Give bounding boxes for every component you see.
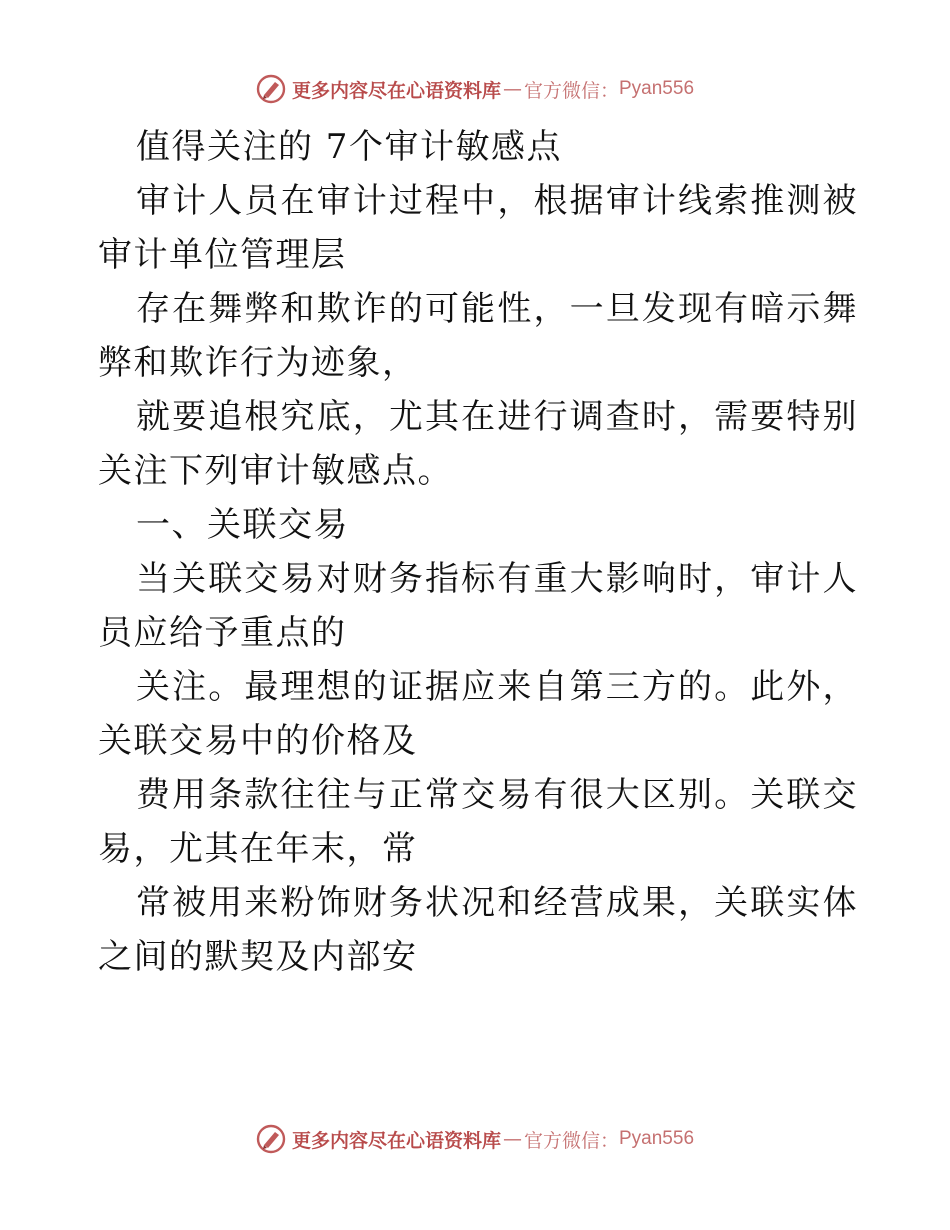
pen-logo-icon bbox=[256, 74, 286, 104]
pen-logo-icon bbox=[256, 1124, 286, 1154]
watermark-wechat-id: Pyan556 bbox=[619, 1128, 695, 1149]
watermark-sub-text: 官方微信： bbox=[523, 79, 619, 102]
paragraph-3: 就要追根究底，尤其在进行调查时，需要特别关注下列审计敏感点。 bbox=[98, 397, 858, 491]
section-paragraph-1: 当关联交易对财务指标有重大影响时，审计人员应给予重点的 bbox=[98, 559, 858, 653]
document-body bbox=[98, 120, 858, 984]
watermark-header bbox=[0, 72, 950, 106]
watermark-wechat-id: Pyan556 bbox=[619, 78, 695, 99]
section-paragraph-3: 费用条款往往与正常交易有很大区别。关联交易，尤其在年末，常 bbox=[98, 775, 858, 869]
paragraph-2: 存在舞弊和欺诈的可能性，一旦发现有暗示舞弊和欺诈行为迹象， bbox=[98, 289, 858, 383]
watermark-main-text: 更多内容尽在心语资料库 bbox=[291, 1129, 501, 1152]
section-paragraph-2: 关注。最理想的证据应来自第三方的。此外，关联交易中的价格及 bbox=[98, 667, 858, 761]
section-heading: 一、关联交易 bbox=[136, 505, 349, 545]
watermark-sub-text: 官方微信： bbox=[523, 1129, 619, 1152]
watermark-dash: — bbox=[502, 1128, 522, 1150]
watermark-footer bbox=[0, 1122, 950, 1156]
section-paragraph-4: 常被用来粉饰财务状况和经营成果，关联实体之间的默契及内部安 bbox=[98, 883, 858, 977]
paragraph-1: 审计人员在审计过程中，根据审计线索推测被审计单位管理层 bbox=[98, 181, 858, 275]
watermark-main-text: 更多内容尽在心语资料库 bbox=[291, 79, 501, 102]
document-title: 值得关注的 7个审计敏感点 bbox=[136, 127, 562, 167]
watermark-dash: — bbox=[502, 78, 522, 100]
